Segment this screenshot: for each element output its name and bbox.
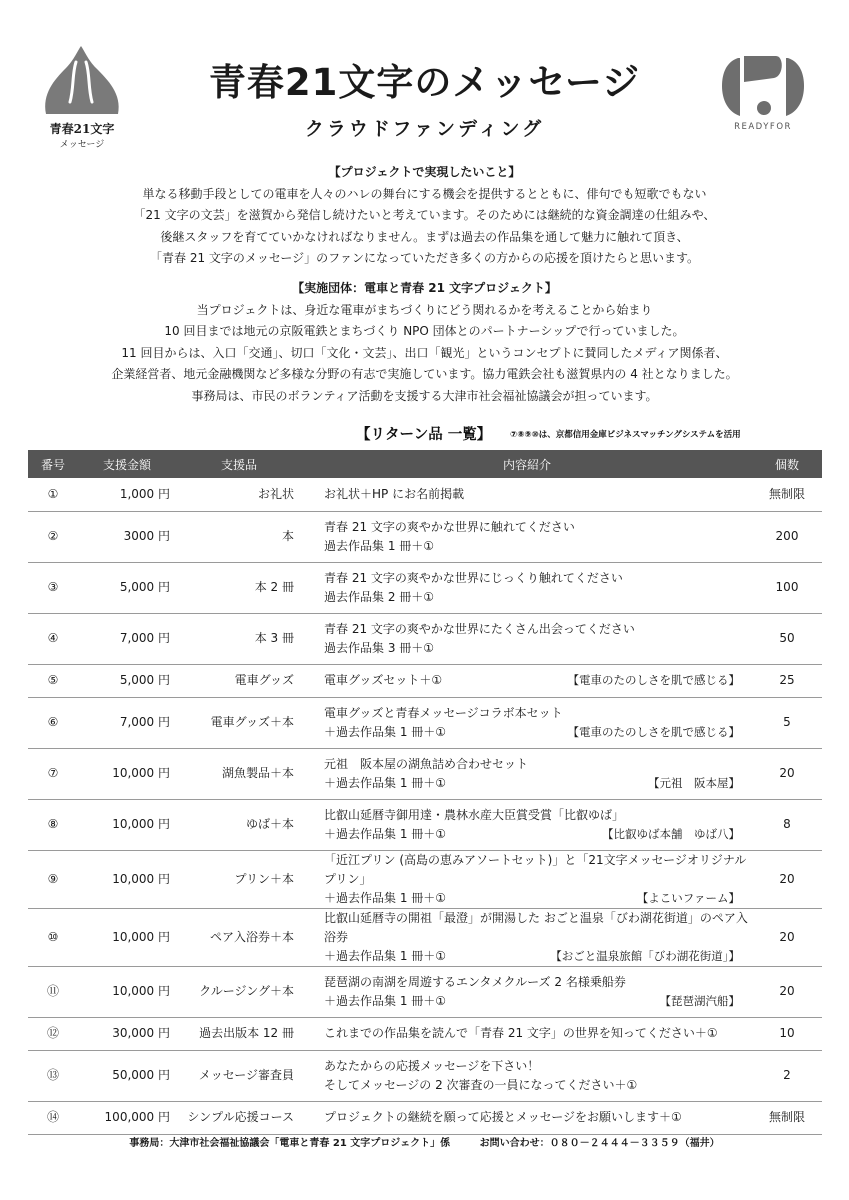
row-number: ⑥ — [28, 697, 78, 748]
row-supplier: 【おごと温泉旅館「びわ湖花街道」】 — [550, 948, 740, 963]
header-item: 支援品 — [176, 450, 302, 478]
description-line: 比叡山延暦寺御用達・農林水産大臣賞受賞「比叡ゆば」 — [324, 807, 625, 822]
description-block — [324, 704, 748, 742]
readyfor-logo — [718, 52, 808, 136]
description-block — [324, 1057, 748, 1095]
row-item: 電車グッズ — [176, 664, 302, 697]
row-amount: 5,000 円 — [78, 562, 176, 613]
row-supplier: 【琵琶湖汽船】 — [659, 993, 740, 1008]
project-logo — [34, 40, 130, 152]
table-row — [28, 1050, 822, 1101]
description-block — [324, 620, 748, 658]
page-subtitle: クラウドファンディング — [304, 118, 545, 140]
footer — [0, 1134, 849, 1149]
description-line: 青春 21 文字の爽やかな世界にたくさん出会ってください — [324, 621, 635, 636]
table-row — [28, 850, 822, 908]
project-line: 後継スタッフを育てていかなければなりません。まずは過去の作品集を通して魅力に触れて頂き、 — [160, 229, 689, 244]
org-line: 11 回目からは、入口「交通」、切口「文化・文芸」、出口「観光」というコンセプトに賛同したメディア関係者、 — [121, 345, 728, 360]
org-heading: 【実施団体：電車と青春 21 文字プロジェクト】 — [292, 281, 557, 295]
row-supplier: 【元祖 阪本屋】 — [648, 775, 740, 790]
description-line: ＋過去作品集 1 冊＋① — [324, 993, 447, 1008]
description-line: そしてメッセージの 2 次審査の一員になってください＋① — [324, 1077, 638, 1092]
row-item: プリン＋本 — [176, 850, 302, 908]
table-row — [28, 478, 822, 511]
row-amount: 7,000 円 — [78, 613, 176, 664]
row-item: 本 — [176, 511, 302, 562]
row-quantity: 10 — [752, 1017, 822, 1050]
row-item: 過去出版本 12 冊 — [176, 1017, 302, 1050]
row-supplier: 【電車のたのしさを肌で感じる】 — [567, 673, 740, 687]
table-row — [28, 908, 822, 966]
description-block — [324, 671, 748, 690]
description-line: 電車グッズと青春メッセージコラボ本セット — [324, 705, 563, 720]
row-quantity: 200 — [752, 511, 822, 562]
table-row — [28, 511, 822, 562]
org-section — [40, 278, 809, 407]
row-amount: 10,000 円 — [78, 966, 176, 1017]
header-quantity: 個数 — [752, 450, 822, 478]
description-line: ＋過去作品集 1 冊＋① — [324, 948, 447, 963]
row-item: ペア入浴券＋本 — [176, 908, 302, 966]
description-block — [324, 518, 748, 556]
row-quantity: 20 — [752, 966, 822, 1017]
description-line: プロジェクトの継続を願って応援とメッセージをお願いします＋① — [324, 1110, 682, 1124]
table-row — [28, 1101, 822, 1134]
row-number: ⑭ — [28, 1101, 78, 1134]
row-description — [302, 511, 752, 562]
org-line: 企業経営者、地元金融機関など多様な分野の有志で実施しています。協力電鉄会社も滋賀県内の 4 社となりました。 — [111, 367, 738, 381]
row-description — [302, 697, 752, 748]
row-quantity: 20 — [752, 748, 822, 799]
returns-title: 【リターン品 一覧】 — [356, 427, 492, 443]
description-block — [324, 569, 748, 607]
row-description — [302, 850, 752, 908]
project-line: 単なる移動手段としての電車を人々のハレの舞台にする機会を提供するとともに、俳句でも短歌でもない — [142, 186, 707, 201]
row-description — [302, 1101, 752, 1134]
row-amount: 100,000 円 — [78, 1101, 176, 1134]
org-line: 事務局は、市民のボランティア活動を支援する大津市社会福祉協議会が担っています。 — [191, 388, 658, 403]
row-number: ② — [28, 511, 78, 562]
row-amount: 3000 円 — [78, 511, 176, 562]
row-item: クルージング＋本 — [176, 966, 302, 1017]
description-line: 比叡山延暦寺の開祖「最澄」が開湯した おごと温泉「びわ湖花街道」のペア入浴券 — [324, 910, 748, 944]
row-quantity: 8 — [752, 799, 822, 850]
returns-note: ⑦⑧⑨⑩は、京都信用金庫ビジネスマッチングシステムを活用 — [510, 430, 741, 440]
returns-table — [28, 450, 822, 1135]
row-quantity: 25 — [752, 664, 822, 697]
row-number: ⑤ — [28, 664, 78, 697]
footer-contact: お問い合わせ：０８０－２４４４－３３５９（福井） — [479, 1138, 720, 1149]
row-item: 本 3 冊 — [176, 613, 302, 664]
description-line: 青春 21 文字の爽やかな世界にじっくり触れてください — [324, 570, 623, 585]
row-item: ゆば＋本 — [176, 799, 302, 850]
logo-subname: メッセージ — [59, 140, 105, 150]
row-amount: 10,000 円 — [78, 799, 176, 850]
table-row — [28, 799, 822, 850]
row-description — [302, 748, 752, 799]
row-quantity: 無制限 — [752, 1101, 822, 1134]
table-row — [28, 613, 822, 664]
table-row — [28, 697, 822, 748]
row-item: 本 2 冊 — [176, 562, 302, 613]
readyfor-text: READYFOR — [734, 122, 792, 132]
row-description — [302, 1050, 752, 1101]
description-line: お礼状＋HP にお名前掲載 — [324, 486, 465, 501]
description-block — [324, 851, 748, 908]
row-description — [302, 478, 752, 511]
description-line: 琵琶湖の南湖を周遊するエンタメクルーズ 2 名様乗船券 — [324, 974, 626, 989]
row-number: ① — [28, 478, 78, 511]
description-block — [324, 909, 748, 966]
row-description — [302, 613, 752, 664]
row-description — [302, 1017, 752, 1050]
description-block — [324, 973, 748, 1011]
row-amount: 5,000 円 — [78, 664, 176, 697]
description-line: ＋過去作品集 1 冊＋① — [324, 826, 447, 841]
row-item: 湖魚製品＋本 — [176, 748, 302, 799]
row-amount: 1,000 円 — [78, 478, 176, 511]
description-line: 電車グッズセット＋① — [324, 673, 443, 687]
description-line: ＋過去作品集 1 冊＋① — [324, 724, 447, 739]
row-quantity: 50 — [752, 613, 822, 664]
table-row — [28, 664, 822, 697]
row-amount: 10,000 円 — [78, 748, 176, 799]
project-line: 「青春 21 文字のメッセージ」のファンになっていただき多くの方からの応援を頂けたらと思います。 — [150, 251, 699, 265]
description-block — [324, 755, 748, 793]
description-line: これまでの作品集を読んで「青春 21 文字」の世界を知ってください＋① — [324, 1026, 718, 1040]
footer-office: 事務局：大津市社会福祉協議会「電車と青春 21 文字プロジェクト」係 — [129, 1138, 451, 1149]
logo-emblem-icon — [34, 40, 130, 122]
row-item: シンプル応援コース — [176, 1101, 302, 1134]
project-heading: 【プロジェクトで実現したいこと】 — [328, 165, 521, 179]
row-number: ⑪ — [28, 966, 78, 1017]
row-amount: 30,000 円 — [78, 1017, 176, 1050]
description-line: 元祖 阪本屋の湖魚詰め合わせセット — [324, 756, 529, 771]
row-supplier: 【比叡ゆば本舗 ゆば八】 — [602, 826, 740, 841]
description-line: 青春 21 文字の爽やかな世界に触れてください — [324, 519, 575, 534]
row-number: ⑨ — [28, 850, 78, 908]
table-row — [28, 748, 822, 799]
row-number: ⑬ — [28, 1050, 78, 1101]
description-block — [324, 1024, 748, 1043]
row-item: メッセージ審査員 — [176, 1050, 302, 1101]
page-title: 青春21文字のメッセージ — [208, 61, 641, 104]
row-number: ③ — [28, 562, 78, 613]
description-line: 過去作品集 1 冊＋① — [324, 538, 435, 553]
description-block — [324, 806, 748, 844]
row-description — [302, 908, 752, 966]
org-line: 10 回目までは地元の京阪電鉄とまちづくり NPO 団体とのパートナーシップで行っていました。 — [164, 324, 685, 338]
row-number: ⑦ — [28, 748, 78, 799]
table-row — [28, 1017, 822, 1050]
row-quantity: 無制限 — [752, 478, 822, 511]
table-row — [28, 562, 822, 613]
row-quantity: 5 — [752, 697, 822, 748]
logo-name: 青春21文字 — [49, 122, 115, 136]
description-line: ＋過去作品集 1 冊＋① — [324, 775, 447, 790]
row-amount: 50,000 円 — [78, 1050, 176, 1101]
header-number: 番号 — [28, 450, 78, 478]
row-description — [302, 966, 752, 1017]
row-quantity: 2 — [752, 1050, 822, 1101]
description-line: あなたからの応援メッセージを下さい！ — [324, 1058, 540, 1073]
row-description — [302, 799, 752, 850]
row-supplier: 【よこいファーム】 — [636, 890, 740, 905]
project-line: 「21 文字の文芸」を滋賀から発信し続けたいと考えています。そのためには継続的な資金調達の仕組みや、 — [133, 208, 716, 222]
row-number: ⑧ — [28, 799, 78, 850]
row-amount: 10,000 円 — [78, 908, 176, 966]
project-section — [40, 162, 809, 270]
row-quantity: 20 — [752, 850, 822, 908]
table-row — [28, 966, 822, 1017]
description-line: 過去作品集 3 冊＋① — [324, 640, 435, 655]
description-line: ＋過去作品集 1 冊＋① — [324, 890, 447, 905]
description-line: 過去作品集 2 冊＋① — [324, 589, 435, 604]
description-block — [324, 485, 748, 504]
row-amount: 10,000 円 — [78, 850, 176, 908]
description-line: 「近江プリン (高島の恵みアソートセット)」と「21文字メッセージオリジナルプリン」 — [324, 852, 747, 886]
row-number: ⑩ — [28, 908, 78, 966]
description-block — [324, 1108, 748, 1127]
header-amount: 支援金額 — [78, 450, 176, 478]
row-number: ⑫ — [28, 1017, 78, 1050]
table-header-row — [28, 450, 822, 478]
row-quantity: 20 — [752, 908, 822, 966]
row-amount: 7,000 円 — [78, 697, 176, 748]
row-quantity: 100 — [752, 562, 822, 613]
row-description — [302, 562, 752, 613]
row-description — [302, 664, 752, 697]
row-item: お礼状 — [176, 478, 302, 511]
row-supplier: 【電車のたのしさを肌で感じる】 — [567, 724, 740, 739]
row-number: ④ — [28, 613, 78, 664]
readyfor-mark-icon — [718, 52, 808, 120]
org-line: 当プロジェクトは、身近な電車がまちづくりにどう関れるかを考えることから始まり — [196, 302, 653, 317]
header-description: 内容紹介 — [302, 450, 752, 478]
row-item: 電車グッズ＋本 — [176, 697, 302, 748]
